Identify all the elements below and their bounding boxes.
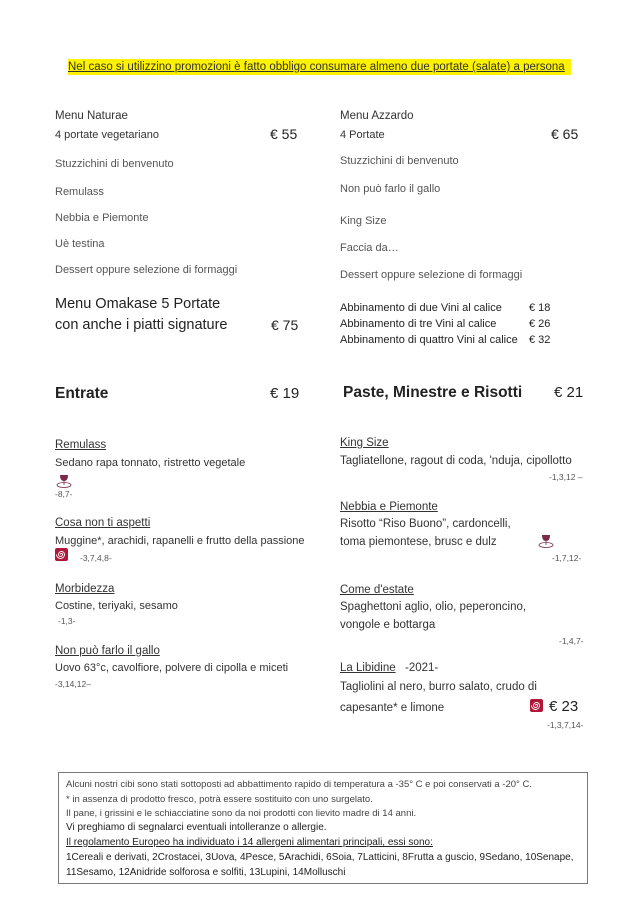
wine-pairing-price: € 18	[529, 302, 551, 314]
naturae-course: Uè testina	[55, 238, 105, 250]
spiral-icon	[530, 699, 543, 712]
note-line: Alcuni nostri cibi sono stati sottoposti ad abbattimento rapido di temperatura a -35° C e poi conservati a -20° C.	[66, 779, 532, 790]
menu-naturae-price: € 55	[270, 126, 298, 142]
dish-desc: capesante* e limone	[340, 702, 445, 714]
menu-azzardo-subtitle: 4 Portate	[340, 129, 385, 141]
wine-glass-icon	[56, 472, 72, 488]
azzardo-course: Non può farlo il gallo	[340, 183, 441, 195]
spiral-icon	[55, 548, 68, 561]
note-line: Il pane, i grissini e le schiacciatine sono da noi prodotti con lievito madre di 14 anni.	[66, 808, 417, 819]
menu-azzardo-title: Menu Azzardo	[340, 110, 414, 122]
dish-name: Come d'estate	[340, 584, 414, 596]
wine-pairing-label: Abbinamento di due Vini al calice	[340, 302, 502, 314]
omakase-line2: con anche i piatti signature	[55, 317, 228, 333]
dish-price: € 23	[549, 698, 579, 715]
dish-allergens: -8,7-	[55, 489, 73, 499]
omakase-line1: Menu Omakase 5 Portate	[55, 296, 221, 312]
wine-pairing-price: € 26	[529, 318, 551, 330]
wine-pairing-label: Abbinamento di quattro Vini al calice	[340, 334, 518, 346]
naturae-course: Remulass	[55, 186, 104, 198]
azzardo-course: King Size	[340, 215, 387, 227]
dish-desc: Uovo 63°c, cavolfiore, polvere di cipolla e miceti	[55, 662, 289, 674]
allergen-list: 11Sesamo, 12Anidride solforosa e solfiti, 13Lupini, 14Molluschi	[66, 867, 346, 878]
dish-name: Remulass	[55, 439, 107, 451]
dish-desc: Risotto “Riso Buono”, cardoncelli,	[340, 518, 511, 530]
dish-name: Morbidezza	[55, 583, 115, 595]
dish-allergens: -1,3,7,14-	[547, 720, 584, 730]
dish-desc: Tagliatellone, ragout di coda, 'nduja, cipollotto	[340, 455, 572, 467]
dish-name: La Libidine	[340, 662, 396, 674]
dish-desc: Tagliolini al nero, burro salato, crudo di	[340, 681, 537, 693]
note-line: Vi preghiamo di segnalarci eventuali intolleranze o allergie.	[66, 822, 327, 833]
dish-allergens: -1,3-	[58, 616, 76, 626]
dish-desc: toma piemontese, brusc e dulz	[340, 536, 497, 548]
menu-azzardo-price: € 65	[551, 126, 579, 142]
dish-allergens: -3,7,4,8-	[80, 553, 112, 563]
dish-desc: vongole e bottarga	[340, 619, 436, 631]
dish-name: King Size	[340, 437, 389, 449]
wine-pairing-price: € 32	[529, 334, 551, 346]
dish-desc: Costine, teriyaki, sesamo	[55, 600, 178, 612]
paste-price: € 21	[554, 384, 584, 401]
dish-name: Cosa non ti aspetti	[55, 517, 151, 529]
dish-name: Non può farlo il gallo	[55, 645, 160, 657]
entrate-price: € 19	[270, 385, 300, 402]
dish-year: -2021-	[405, 662, 439, 674]
note-line: * in assenza di prodotto fresco, potrà essere sostituito con uno surgelato.	[66, 794, 373, 805]
dish-allergens: -1,7,12-	[552, 553, 582, 563]
azzardo-course: Faccia da…	[340, 242, 399, 254]
note-line: Il regolamento Europeo ha individuato i 14 allergeni alimentari principali, essi sono:	[66, 837, 433, 848]
dish-allergens: -1,4,7-	[559, 636, 584, 646]
entrate-title: Entrate	[55, 385, 109, 402]
dish-allergens: -3,14,12–	[55, 679, 91, 689]
naturae-course: Nebbia e Piemonte	[55, 212, 149, 224]
azzardo-course: Stuzzichini di benvenuto	[340, 155, 459, 167]
dish-name: Nebbia e Piemonte	[340, 501, 438, 513]
naturae-course: Dessert oppure selezione di formaggi	[55, 264, 238, 276]
wine-pairing-label: Abbinamento di tre Vini al calice	[340, 318, 497, 330]
naturae-course: Stuzzichini di benvenuto	[55, 158, 174, 170]
omakase-price: € 75	[271, 317, 299, 333]
dish-allergens: -1,3,12 –	[549, 472, 583, 482]
promo-notice: Nel caso si utilizzino promozioni è fatto obbligo consumare almeno due portate (salate) a persona	[68, 59, 571, 75]
menu-naturae-subtitle: 4 portate vegetariano	[55, 129, 159, 141]
dish-desc: Spaghettoni aglio, olio, peperoncino,	[340, 601, 527, 613]
dish-desc: Muggine*, arachidi, rapanelli e frutto della passione	[55, 535, 305, 547]
paste-title: Paste, Minestre e Risotti	[343, 384, 523, 401]
dish-desc: Sedano rapa tonnato, ristretto vegetale	[55, 457, 246, 469]
azzardo-course: Dessert oppure selezione di formaggi	[340, 269, 523, 281]
wine-glass-icon	[538, 532, 554, 548]
menu-naturae-title: Menu Naturae	[55, 110, 128, 122]
allergen-list: 1Cereali e derivati, 2Crostacei, 3Uova, 4Pesce, 5Arachidi, 6Soia, 7Latticini, 8Frutta a guscio, 9Sedano, 10Senape,	[66, 852, 574, 863]
